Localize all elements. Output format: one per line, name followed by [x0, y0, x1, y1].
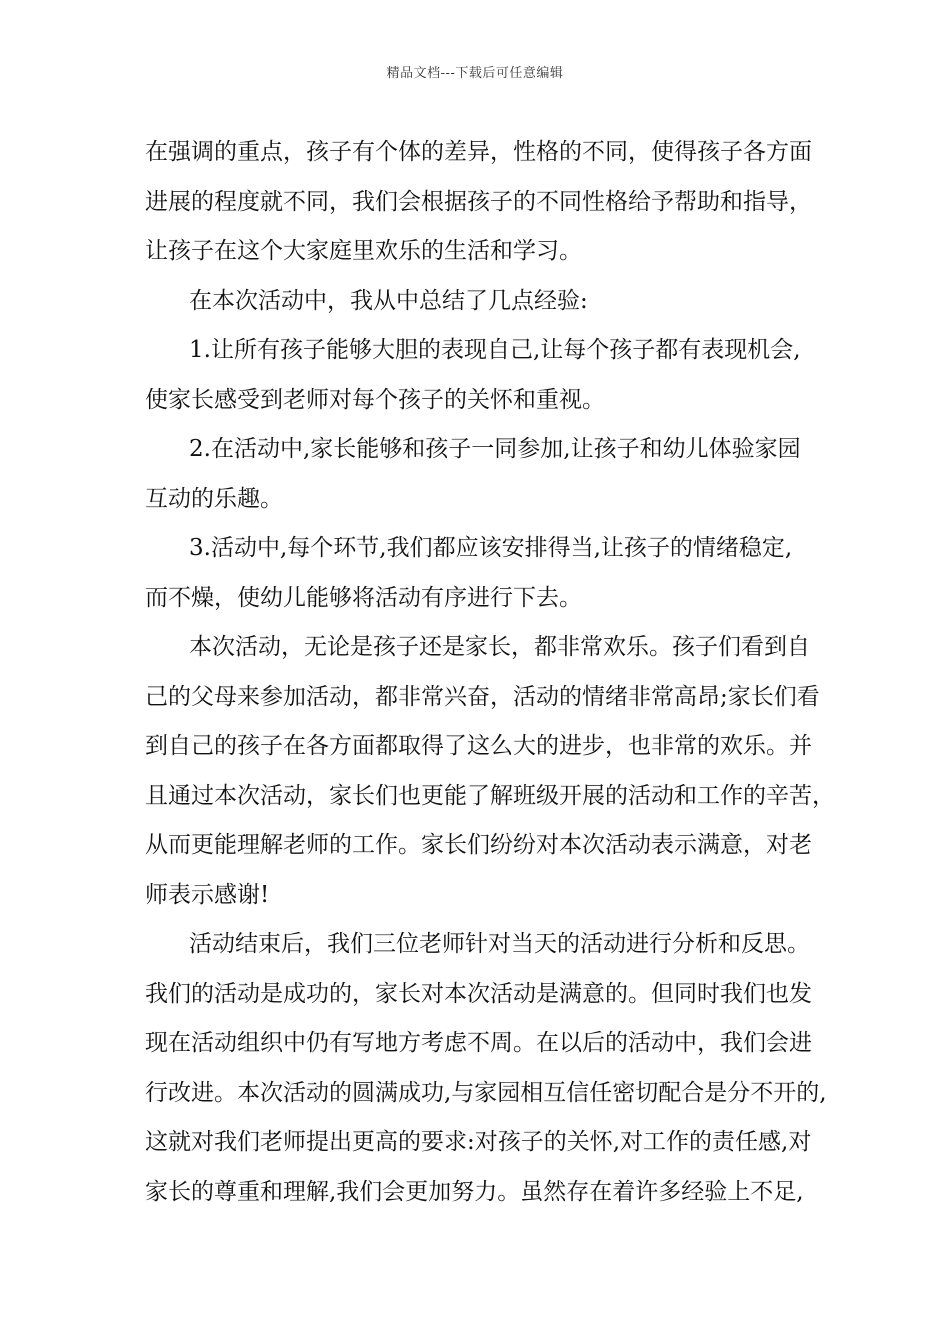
text-line: 且通过本次活动，家长们也更能了解班级开展的活动和工作的辛苦，: [145, 782, 835, 809]
text-line: 己的父母来参加活动，都非常兴奋，活动的情绪非常高昂;家长们看: [145, 683, 820, 710]
text-line: 2.在活动中,家长能够和孩子一同参加,让孩子和幼儿体验家园: [189, 436, 801, 462]
page-header: 精品文档---下载后可任意编辑: [386, 66, 564, 81]
text-line: 从而更能理解老师的工作。家长们纷纷对本次活动表示满意，对老: [145, 832, 812, 858]
text-line: 我们的活动是成功的，家长对本次活动是满意的。但同时我们也发: [145, 980, 812, 1007]
text-line: 进展的程度就不同，我们会根据孩子的不同性格给予帮助和指导，: [145, 188, 812, 215]
text-line: 本次活动，无论是孩子还是家长，都非常欢乐。孩子们看到自: [189, 634, 810, 660]
document-body: [145, 128, 835, 1217]
text-line: 使家长感受到老师对每个孩子的关怀和重视。: [145, 386, 605, 413]
text-line: 现在活动组织中仍有写地方考虑不周。在以后的活动中，我们会进: [145, 1030, 812, 1056]
text-line: 在本次活动中，我从中总结了几点经验:: [189, 287, 588, 314]
text-line: 到自己的孩子在各方面都取得了这么大的进步，也非常的欢乐。并: [145, 733, 812, 759]
text-line: 行改进。本次活动的圆满成功,与家园相互信任密切配合是分不开的,: [145, 1079, 827, 1106]
text-line: 在强调的重点，孩子有个体的差异，性格的不同，使得孩子各方面: [145, 139, 812, 165]
text-line: 而不燥，使幼儿能够将活动有序进行下去。: [145, 584, 582, 611]
text-line: 1.让所有孩子能够大胆的表现自己,让每个孩子都有表现机会,: [189, 337, 801, 363]
text-line: 让孩子在这个大家庭里欢乐的生活和学习。: [145, 238, 582, 264]
text-line: 家长的尊重和理解,我们会更加努力。虽然存在着许多经验上不足,: [145, 1178, 804, 1205]
text-line: 3.活动中,每个环节,我们都应该安排得当,让孩子的情绪稳定,: [189, 535, 793, 561]
text-line: 活动结束后，我们三位老师针对当天的活动进行分析和反思。: [189, 931, 810, 957]
text-line: 这就对我们老师提出更高的要求:对孩子的关怀,对工作的责任感,对: [145, 1129, 812, 1155]
text-line: 师表示感谢!: [145, 881, 270, 908]
text-line: 互动的乐趣。: [145, 485, 283, 512]
